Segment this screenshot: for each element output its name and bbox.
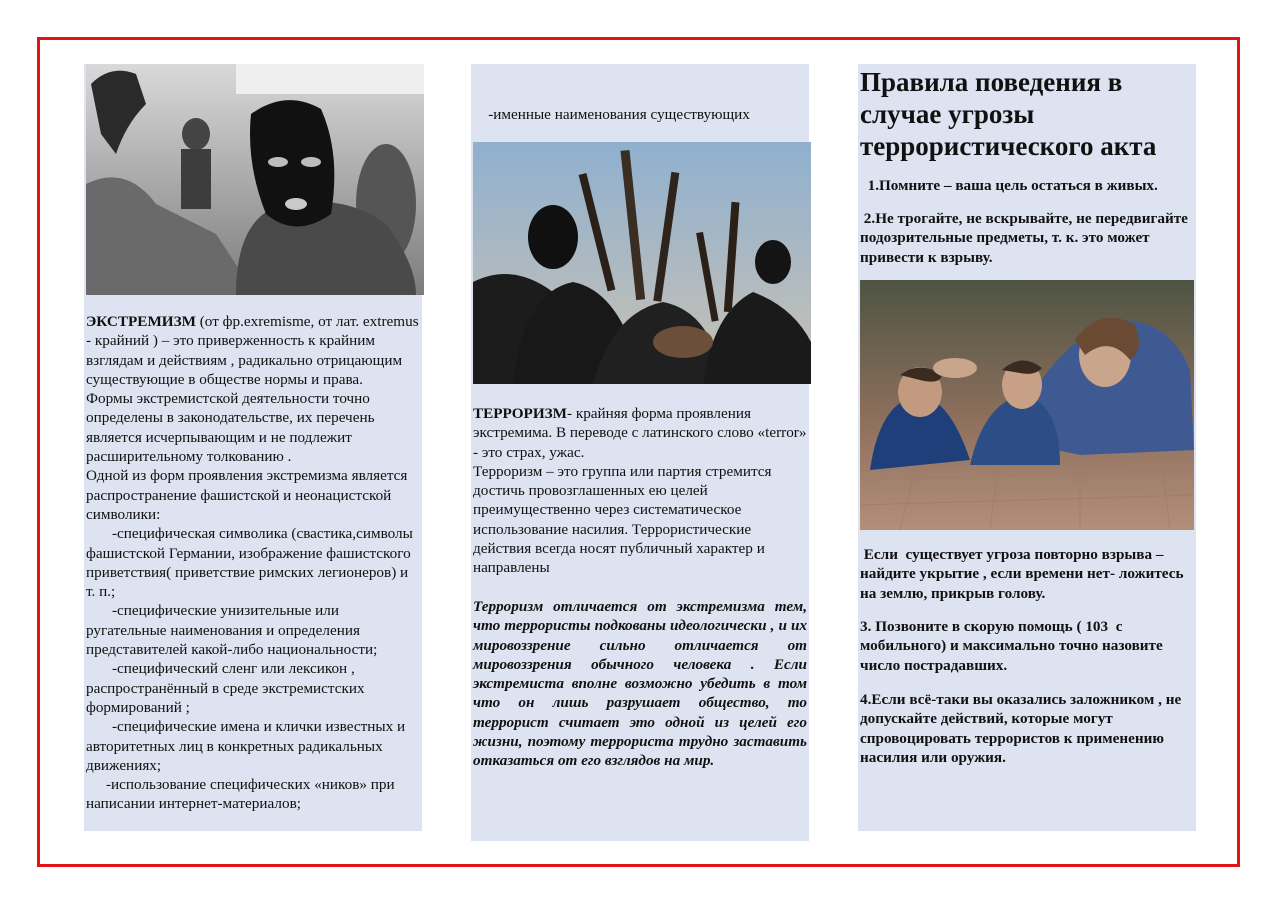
- list-item: -специфический сленг или лексикон , распространённый в среде экстремистских формирований ;: [86, 660, 365, 716]
- rule-3: 3. Позвоните в скорую помощь ( 103 с мобильного) и максимально точно назовите число пострадавших.: [860, 618, 1167, 674]
- safety-rules-title: Правила поведения в случае угрозы террористического акта: [860, 67, 1157, 161]
- list-item: -использование специфических «ников» при написании интернет-материалов;: [86, 776, 395, 813]
- terrorism-term: ТЕРРОРИЗМ: [473, 405, 567, 422]
- rule-shelter: Если существует угроза повторно взрыва – найдите укрытие , если времени нет- ложитесь на землю, прикрыв голову.: [860, 546, 1188, 602]
- extremism-forms-paragraph: Формы экстремистской деятельности точно определены в законодательстве, их перечень является исчерпывающим и не подлежит расширительному толкованию .: [86, 390, 375, 466]
- woman-shielding-children-photo: [860, 280, 1194, 530]
- rule-1: 1.Помните – ваша цель остаться в живых.: [860, 177, 1158, 194]
- list-item: -специфические унизительные или ругательные наименования и определения представителей какой-либо национальности;: [86, 602, 378, 659]
- armed-militants-photo: [473, 142, 811, 384]
- list-item: -специфическая символика (свастика,символы фашистской Германии, изображение фашистского приветствия( приветствие римских легионеров) и т. п.;: [86, 525, 413, 601]
- list-item: -специфические имена и клички известных и авторитетных лиц в конкретных радикальных движениях;: [86, 718, 406, 774]
- rule-2: 2.Не трогайте, не вскрывайте, не передвигайте подозрительные предметы, т. к. это может привести к взрыву.: [860, 210, 1192, 266]
- terrorism-vs-extremism-paragraph: Терроризм отличается от экстремизма тем, что террористы подкованы идеологически , и их мировоззрение сильно отличается от мировоззрения обычного человека . Если экстремиста вполне возможно убедить в том что он лишь разрушает общество, то террорист считает это одной из целей его жизни, поэтому террориста трудно заставить отказаться от его взглядов на мир.: [473, 598, 807, 770]
- extremism-term: ЭКСТРЕМИЗМ: [86, 313, 196, 330]
- terrorism-paragraph: Терроризм – это группа или партия стремится достичь провозглашенных ею целей преимущественно через систематическое использование насилия. Террористические действия всегда носят публичный характер и направлены: [473, 462, 772, 577]
- terrorism-text: [473, 404, 807, 578]
- extremism-symbols-paragraph: Одной из форм проявления экстремизма является распространение фашистской и неонацистской символики:: [86, 467, 408, 523]
- extremism-definition: (от фр.exremisme, от лат. extremus - крайний ) – это приверженность к крайним взглядам и действиям , радикально отрицающим существующие в обществе нормы и права.: [86, 313, 419, 388]
- masked-protester-photo: [86, 64, 424, 295]
- extremism-text: [86, 312, 420, 814]
- rule-4: 4.Если всё-таки вы оказались заложником , не допускайте действий, которые могут спровоцировать террористов к применению насилия или оружия.: [860, 691, 1185, 766]
- top-line-1: -именные наименования существующих: [473, 105, 750, 123]
- terrorism-definition: - крайняя форма проявления экстремима. В переводе с латинского слово «terror» - это страх, ужас.: [473, 405, 807, 461]
